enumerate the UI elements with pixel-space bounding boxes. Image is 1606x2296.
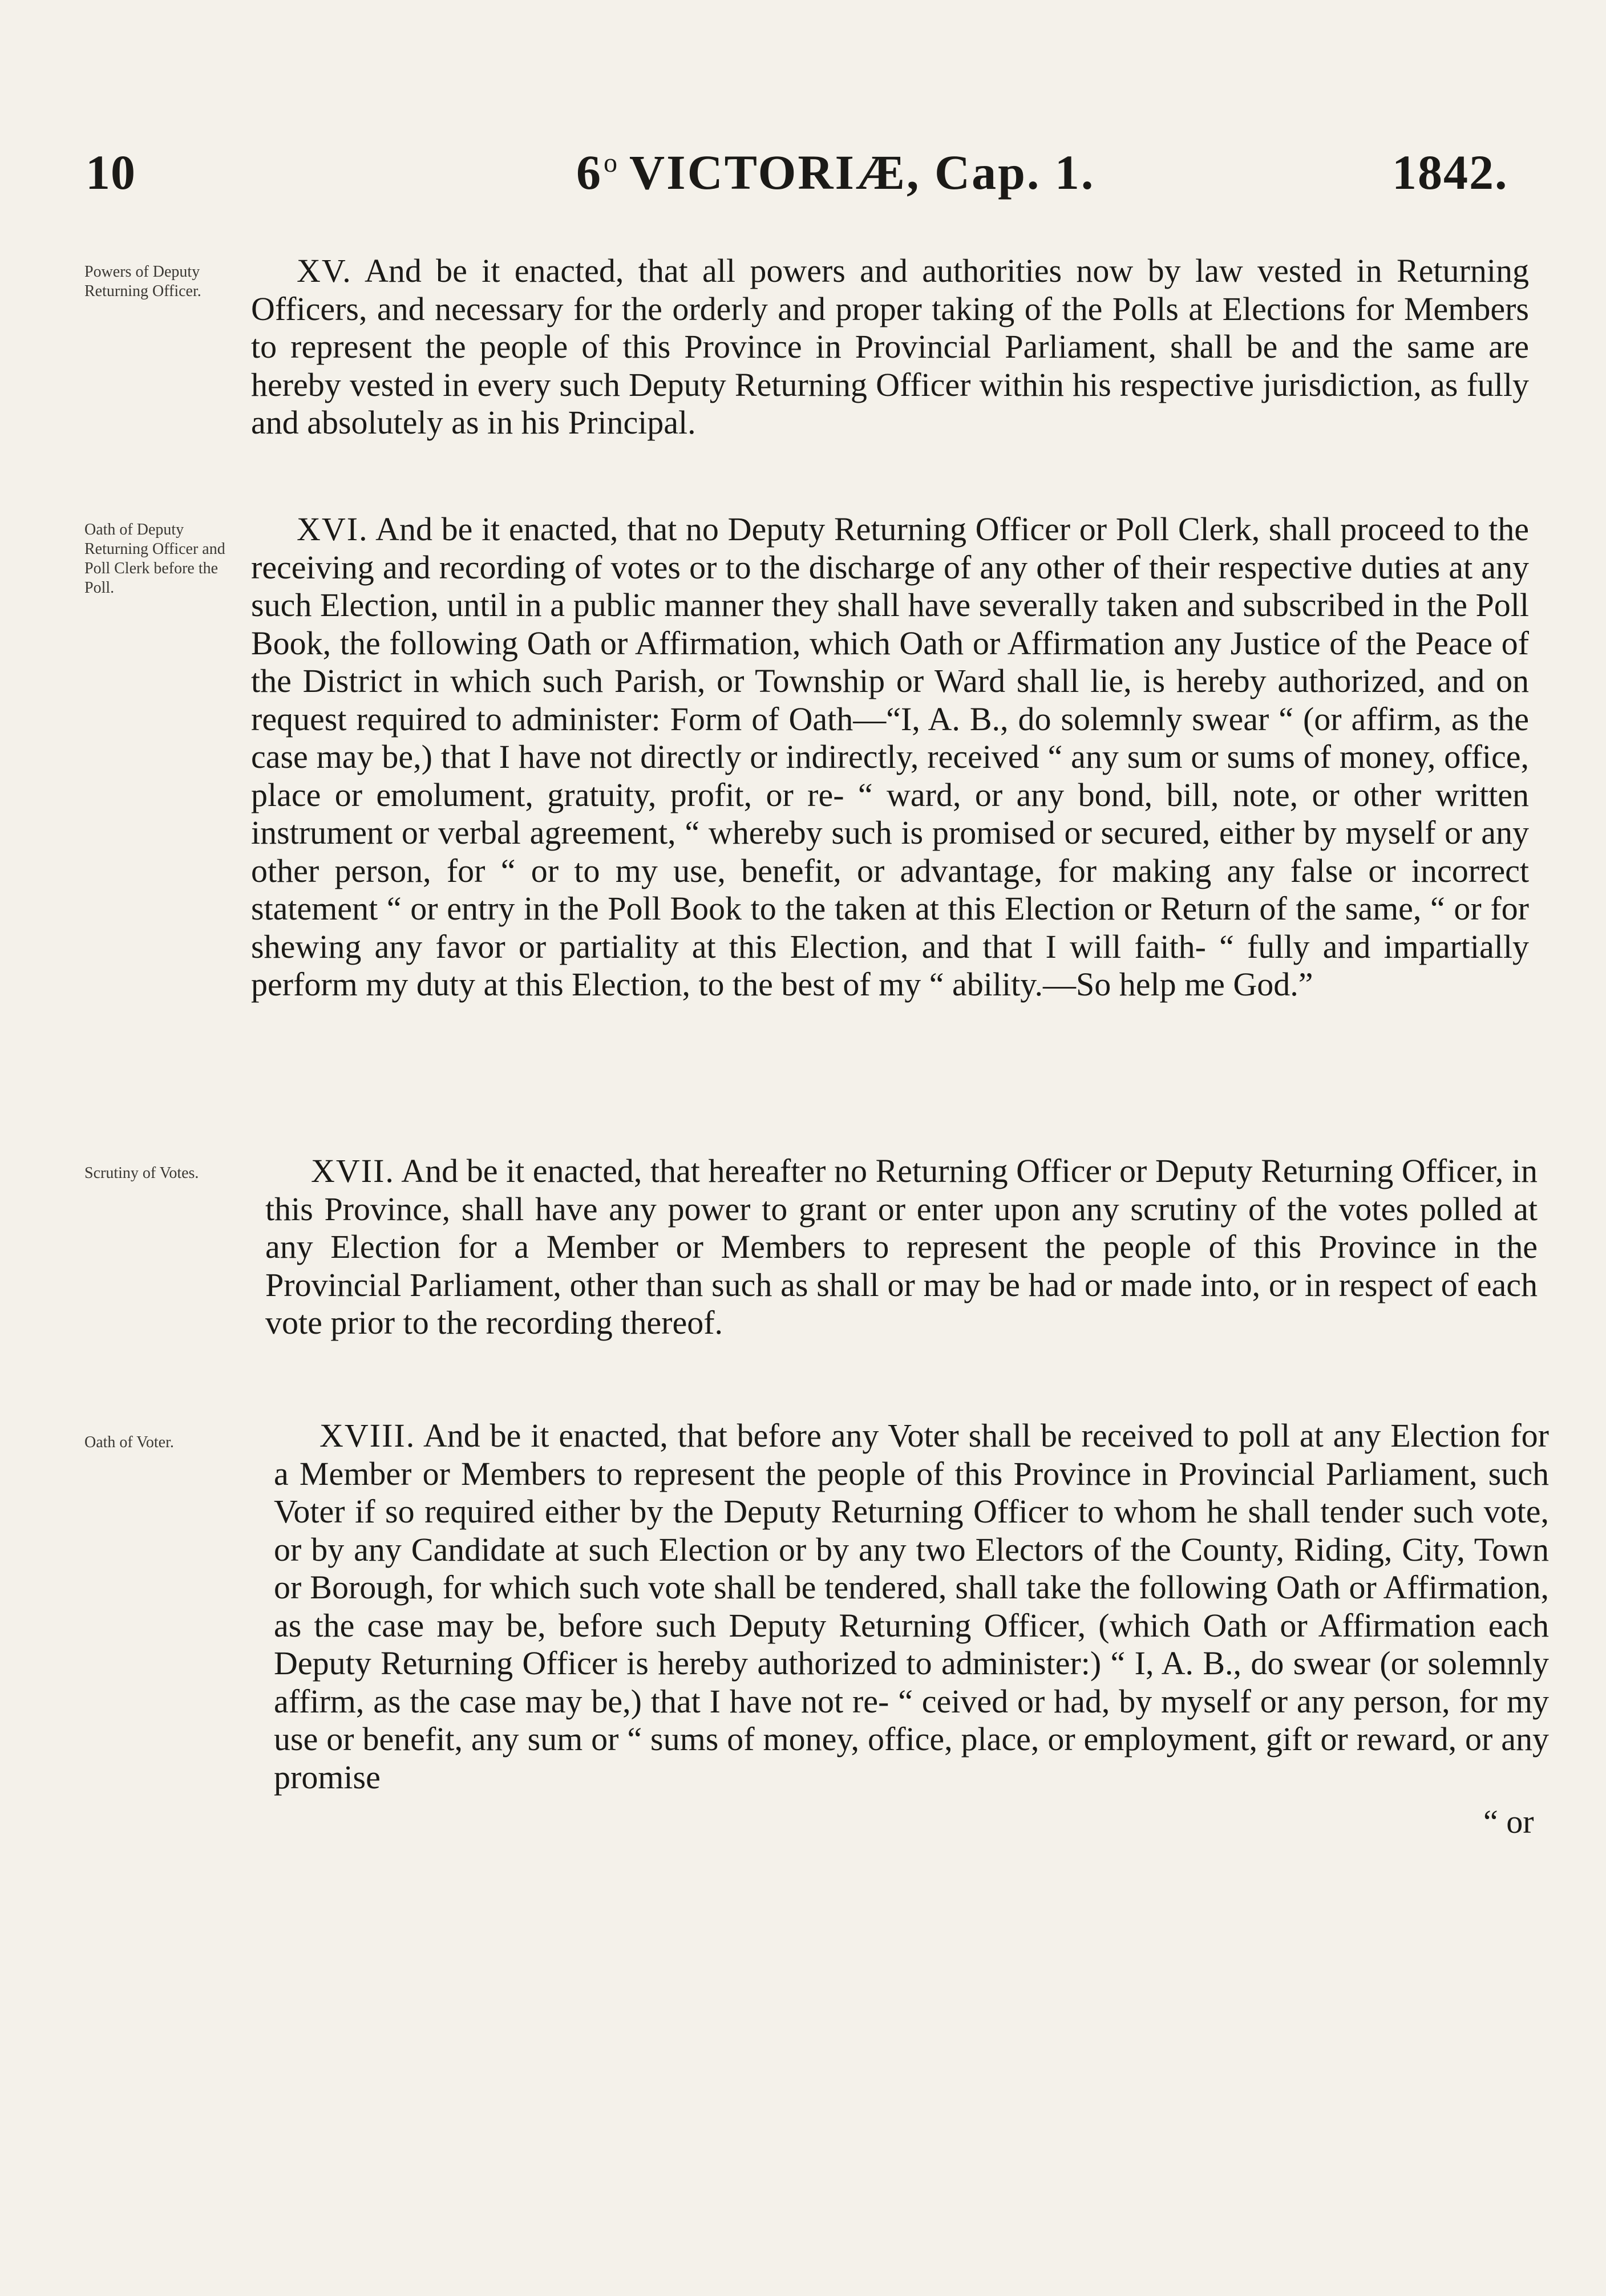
section-number: XVI.	[297, 511, 369, 548]
section-paragraph	[265, 1152, 1538, 1342]
section-text: And be it enacted, that before any Voter shall be received to poll at any Election for a Member or Members to represent the people of this Province in Provincial Parliament, such Voter if so required either by the Deputy Returning Officer to whom he shall tender such vote, or by any Candidate at such Election or by any two Electors of the County, Riding, City, Town or Borough, for which such vote shall be tendered, shall take the following Oath or Affirmation, as the case may be, before such Deputy Returning Officer, (which Oath or Affirmation each Deputy Returning Officer is hereby authorized to administer:) “ I, A. B., do swear (or solemnly affirm, as the case may be,) that I have not re- “ ceived or had, by myself or any person, for my use or benefit, any sum or “ sums of money, office, place, or employment, gift or reward, or any promise	[274, 1417, 1549, 1796]
section-paragraph	[251, 511, 1529, 1004]
regnal-year: 6	[576, 145, 602, 200]
section-text: And be it enacted, that hereafter no Returning Officer or Deputy Returning Officer, in this Province, shall have any power to grant or enter upon any scrutiny of the votes polled at any Election for a Member or Members to represent the people of this Province in the Provincial Parliament, other than such as shall or may be had or made into, or in respect of each vote prior to the recording thereof.	[265, 1152, 1538, 1341]
sidenote: Powers of Deputy Returning Officer.	[84, 263, 201, 300]
sidenote: Oath of Deputy Returning Officer and Poll Clerk before the Poll.	[84, 521, 225, 597]
catchword: “ or	[1483, 1803, 1534, 1840]
regnal-year-superscript: o	[604, 148, 619, 178]
section-paragraph	[274, 1417, 1549, 1796]
section-text: And be it enacted, that all powers and authorities now by law vested in Returning Officers, and necessary for the orderly and proper taking of the Polls at Elections for Members to represent the people of this Province in Provincial Parliament, shall be and the same are hereby vested in every such Deputy Returning Officer within his respective jurisdiction, as fully and absolutely as in his Principal.	[251, 252, 1529, 441]
page-title	[576, 144, 1095, 201]
sidenote: Scrutiny of Votes.	[84, 1164, 199, 1182]
section-number: XVIII.	[319, 1417, 416, 1454]
sidenote: Oath of Voter.	[84, 1434, 174, 1451]
act-title: VICTORIÆ, Cap. 1.	[629, 145, 1095, 200]
section-number: XV.	[297, 252, 352, 289]
section-number: XVII.	[311, 1152, 395, 1189]
page-year: 1842.	[1392, 145, 1508, 200]
section-paragraph	[251, 252, 1529, 442]
section-text: And be it enacted, that no Deputy Returning Officer or Poll Clerk, shall proceed to the receiving and recording of votes or to the discharge of any other of their respective duties at any such Election, until in a public manner they shall have severally taken and subscribed in the Poll Book, the following Oath or Affirmation, which Oath or Affirmation any Justice of the Peace of the District in which such Parish, or Township or Ward shall lie, is hereby authorized, and on request required to administer: Form of Oath—“I, A. B., do solemnly swear “ (or affirm, as the case may be,) that I have not directly or indirectly, received “ any sum or sums of money, office, place or emolument, gratuity, profit, or re- “ ward, or any bond, bill, note, or other written instrument or verbal agreement, “ whereby such is promised or secured, either by myself or any other person, for “ or to my use, benefit, or advantage, for making any false or incorrect statement “ or entry in the Poll Book to the taken at this Election or Return of the same, “ or for shewing any favor or partiality at this Election, and that I will faith- “ fully and impartially perform my duty at this Election, to the best of my “ ability.—So help me God.”	[251, 511, 1529, 1003]
page-number: 10	[86, 145, 136, 200]
running-head	[0, 0, 1606, 228]
